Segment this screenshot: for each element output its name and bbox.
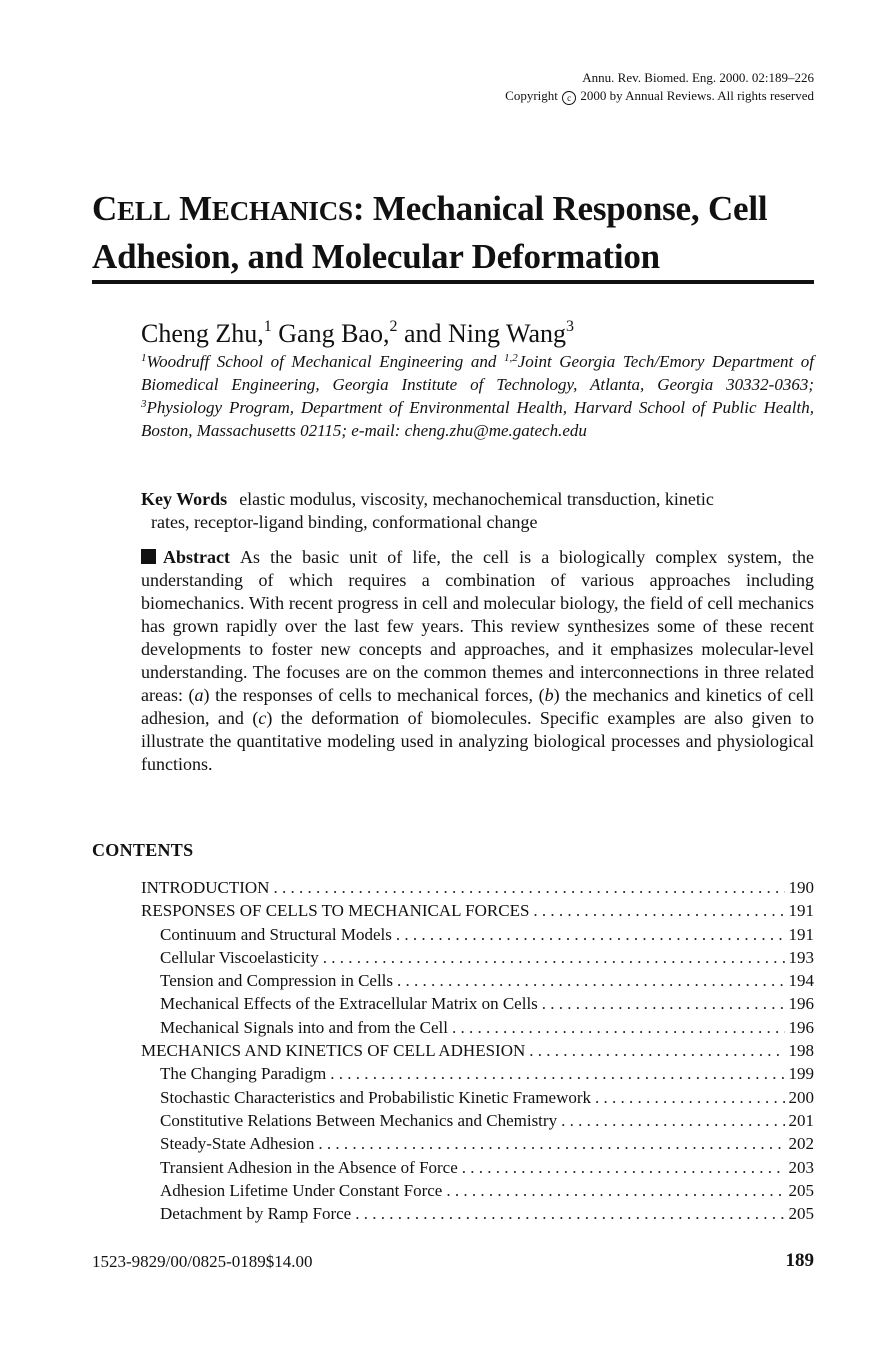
toc-label: MECHANICS AND KINETICS OF CELL ADHESION [141, 1041, 526, 1061]
toc-page: 205 [788, 1204, 814, 1224]
affiliations [141, 350, 814, 442]
toc-entry-constitutive-relations[interactable] [141, 1109, 814, 1132]
running-header [505, 69, 814, 105]
toc-label: RESPONSES OF CELLS TO MECHANICAL FORCES [141, 901, 530, 921]
abstract-text-3: ) the mechanics and kinetics of cell adhesion, and ( [141, 685, 814, 728]
toc-leader [452, 1016, 785, 1039]
keywords-line-1: elastic modulus, viscosity, mechanochemical transduction, kinetic [239, 489, 714, 509]
toc-page: 201 [788, 1110, 814, 1130]
toc-page: 191 [788, 901, 814, 921]
toc-label: Steady-State Adhesion [160, 1134, 315, 1154]
toc-leader [330, 1062, 784, 1085]
toc-leader [397, 969, 784, 992]
toc-leader [561, 1109, 784, 1132]
abstract-text-1: As the basic unit of life, the cell is a biologically complex system, the understanding of which requires a combination of various approaches including biomechanics. With recent progress in cell and molecular biology, the field of cell mechanics has grown rapidly over the last few years. This review synthesizes some of these recent developments to foster new concepts and approaches, and it emphasizes molecular-level understanding. The focuses are on the common themes and interconnections in three related areas: ( [141, 547, 814, 705]
toc-page: 191 [788, 924, 814, 944]
affil-sup-3: 3 [141, 398, 147, 410]
toc-leader [529, 1039, 784, 1062]
author-1: Cheng Zhu, [141, 319, 264, 348]
author-2-sup: 2 [389, 318, 398, 335]
toc-leader [318, 1132, 784, 1155]
abstract-label: Abstract [163, 547, 230, 567]
toc-entry-adhesion-lifetime[interactable] [141, 1179, 814, 1202]
toc-page: 202 [788, 1134, 814, 1154]
toc-label: The Changing Paradigm [160, 1064, 327, 1084]
square-bullet-icon [141, 549, 156, 564]
author-3: and Ning Wang [403, 319, 567, 348]
toc-entry-tension-compression[interactable] [141, 969, 814, 992]
title-smallcaps-echanics: ECHANICS [211, 196, 353, 226]
toc-leader [396, 923, 785, 946]
toc-page: 196 [788, 994, 814, 1014]
toc-label: Continuum and Structural Models [160, 924, 392, 944]
article-title [92, 186, 814, 280]
toc-entry-transient-adhesion[interactable] [141, 1156, 814, 1179]
affil-text-2: Joint Georgia Tech/Emory Department of Biomedical Engineering, Georgia Institute of Technology, Atlanta, Georgia 30332-0363; [141, 352, 815, 394]
author-list [141, 318, 574, 350]
toc-entry-cellular-viscoelasticity[interactable] [141, 946, 814, 969]
journal-reference: Annu. Rev. Biomed. Eng. 2000. 02:189–226 [582, 70, 814, 85]
toc-entry-mechanical-signals[interactable] [141, 1016, 814, 1039]
toc-label: INTRODUCTION [141, 878, 270, 897]
title-rule [92, 280, 814, 284]
copyright-suffix: 2000 by Annual Reviews. All rights reserved [580, 88, 814, 103]
toc-entry-extracellular-matrix[interactable] [141, 992, 814, 1015]
page-number: 189 [785, 1250, 814, 1271]
toc-leader [533, 899, 784, 922]
title-colon: : [352, 189, 365, 228]
title-line1-rest: Mechanical Response, Cell [372, 189, 768, 228]
abstract [141, 546, 814, 776]
affil-text-3: Physiology Program, Department of Environmental Health, Harvard School of Public Health, Boston, Massachusetts 02115; e-mail: cheng.zhu@me.gatech.edu [141, 398, 814, 440]
toc-page: 203 [788, 1157, 814, 1177]
toc-label: Cellular Viscoelasticity [160, 947, 319, 967]
toc-leader [595, 1086, 784, 1109]
author-3-sup: 3 [566, 318, 575, 335]
toc-label: Mechanical Signals into and from the Cell [160, 1017, 448, 1037]
toc-label: Tension and Compression in Cells [160, 971, 394, 991]
toc-page: 193 [788, 947, 814, 967]
toc-entry-responses-of-cells[interactable] [141, 899, 814, 922]
toc-leader [446, 1179, 784, 1202]
abstract-item-b: b [544, 685, 554, 705]
affil-sup-1: 1 [141, 352, 147, 364]
toc-leader [323, 946, 785, 969]
toc-leader [542, 992, 785, 1015]
footer-code: 1523-9829/00/0825-0189$14.00 [92, 1252, 313, 1271]
toc-label: Constitutive Relations Between Mechanics and Chemistry [160, 1110, 558, 1130]
toc-entry-cell-adhesion[interactable] [141, 1039, 814, 1062]
keywords-label: Key Words [141, 489, 228, 509]
contents-heading: CONTENTS [92, 840, 194, 860]
toc-label: Mechanical Effects of the Extracellular Matrix on Cells [160, 994, 538, 1014]
toc-label: Stochastic Characteristics and Probabilistic Kinetic Framework [160, 1087, 592, 1107]
toc-leader [462, 1156, 785, 1179]
toc-page: 205 [788, 1180, 814, 1200]
title-initial-m: M [179, 189, 212, 228]
toc-page: 190 [788, 878, 814, 897]
toc-page: 200 [788, 1087, 814, 1107]
copyright-line [505, 87, 814, 105]
keywords-line-2: rates, receptor-ligand binding, conformational change [151, 512, 538, 532]
copyright-icon: c [562, 91, 576, 105]
affil-text-1: Woodruff School of Mechanical Engineering and [146, 352, 497, 371]
toc-entry-introduction[interactable] [141, 876, 814, 899]
keywords [141, 488, 814, 534]
table-of-contents [141, 876, 814, 1225]
toc-entry-continuum-models[interactable] [141, 923, 814, 946]
toc-page: 199 [788, 1064, 814, 1084]
toc-entry-steady-state-adhesion[interactable] [141, 1132, 814, 1155]
copyright-prefix: Copyright [505, 88, 558, 103]
toc-page: 196 [788, 1017, 814, 1037]
abstract-item-c: c [258, 708, 267, 728]
toc-leader [355, 1202, 784, 1225]
toc-label: Transient Adhesion in the Absence of Force [160, 1157, 458, 1177]
toc-label: Detachment by Ramp Force [160, 1204, 352, 1224]
toc-label: Adhesion Lifetime Under Constant Force [160, 1180, 443, 1200]
toc-entry-changing-paradigm[interactable] [141, 1062, 814, 1085]
toc-entry-ramp-force[interactable] [141, 1202, 814, 1225]
toc-entry-stochastic-characteristics[interactable] [141, 1086, 814, 1109]
author-1-sup: 1 [263, 318, 272, 335]
abstract-text-4: ) the deformation of biomolecules. Specific examples are also given to illustrate the quantitative modeling used in analyzing biological processes and physiological functions. [141, 708, 814, 774]
toc-leader [273, 876, 784, 899]
title-line2: Adhesion, and Molecular Deformation [92, 237, 660, 276]
toc-page: 198 [788, 1041, 814, 1061]
abstract-item-a: a [194, 685, 204, 705]
title-initial-c: C [92, 189, 118, 228]
title-smallcaps-ell: ELL [117, 196, 171, 226]
affil-sup-2: 1,2 [503, 352, 518, 364]
author-2: Gang Bao, [278, 319, 390, 348]
toc-page: 194 [788, 971, 814, 991]
abstract-text-2: ) the responses of cells to mechanical forces, ( [203, 685, 545, 705]
